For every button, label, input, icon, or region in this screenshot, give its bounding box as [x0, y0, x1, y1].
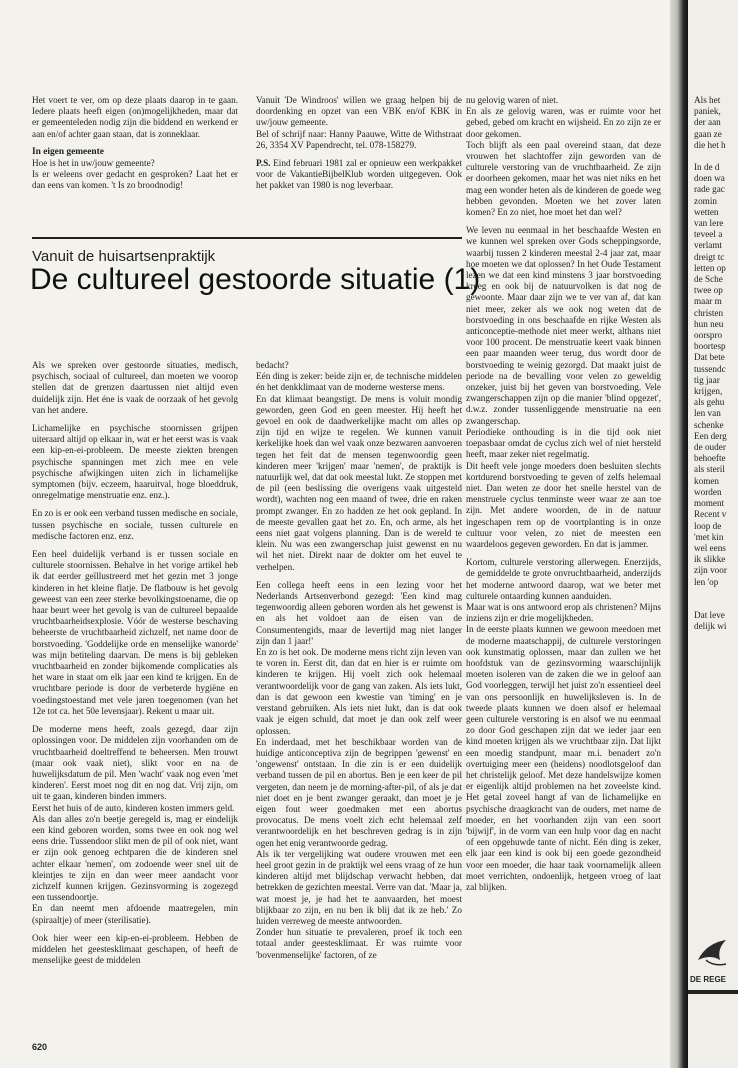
- facing-line: boortesp: [694, 341, 726, 352]
- contact-paragraph: Bel of schrijf naar: Hanny Paauwe, Witte de Withstraat 26, 3354 XV Papendrecht, tel. 078-158279.: [256, 128, 462, 150]
- facing-line: schenke: [694, 419, 724, 430]
- facing-line: zijn voor: [694, 565, 727, 576]
- article-paragraph: Periodieke onthouding is in die tijd ook niet toepasbaar omdat de cyclus zich wel of niet hersteld heeft, maar zeker niet regelmatig.: [466, 426, 661, 460]
- facing-line: tig jaar: [694, 374, 720, 385]
- facing-line: letten op: [694, 262, 726, 273]
- facing-line: twee op: [694, 285, 723, 296]
- facing-line: loop de: [694, 520, 722, 531]
- facing-page-block-bottom: [694, 610, 738, 632]
- facing-line: gaan ze: [694, 128, 722, 139]
- page-gutter: [670, 0, 688, 1068]
- facing-line: doen wa: [694, 173, 725, 184]
- page-number: 620: [32, 1042, 48, 1052]
- facing-line: Een derg: [694, 430, 727, 441]
- facing-line: ik slikke: [694, 554, 726, 565]
- article-column-1: [32, 360, 238, 973]
- intro-paragraph: Het voert te ver, om op deze plaats daarop in te gaan. Iedere plaats heeft eigen (on)mogelijkheden, maar dat er gemeenteleden nodig zijn die biddend en werkend er aan en/of achter gaan staan, dat is zonneklaar.: [32, 95, 238, 139]
- facing-line: Dat leve: [694, 610, 725, 620]
- article-paragraph: bedacht?: [256, 360, 289, 370]
- facing-line: teveel a: [694, 229, 723, 240]
- facing-line: 'met kin: [694, 531, 724, 542]
- article-paragraph: Als dan alles zo'n beetje geregeld is, mag er eindelijk een kind geboren worden, soms twee en ook nog wel eens drie. Tussendoor slikt men de pil of ook niet, want er zijn ook genoeg echtparen die de kinderen snel achter elkaar 'nemen', om zodoende weer snel uit de kleintjes te zijn en dan weer meer aandacht voor zichzelf kunnen krijgen. Gezinsvorming is zogezegd een tussendoortje.: [32, 813, 238, 903]
- intro-paragraph: Vanuit 'De Windroos' willen we graag helpen bij de doordenking en opzet van een VBK en/of KBK in uw/jouw gemeente.: [256, 95, 462, 128]
- article-paragraph: We leven nu eenmaal in het beschaafde Westen en we kunnen wel spreken over Gods scheppingsorde, waarbij tussen 2 kinderen meestal 2-4 jaar zat, maar hoe moeten we dat oplossen? In het Oude Testament lezen we dat een kind minstens 3 jaar borstvoeding kreeg en ook bij de natuurvolken is dat nog de gewoonte. Maar daar zijn we te ver van af, dat kan niet meer, zeker als we ook nog weten dat de borstvoeding in ons beschaafde en rijke Westen als anticonceptie-methode niet meer werkt, althans niet voor 100 procent. De menstruatie keert vaak binnen een paar maanden weer terug, dus wordt door de borstvoeding te weinig gezorgd. Dat maakt juist de periode na de bevalling voor velen zo geweldig onzeker, juist bij het geven van borstvoeding. Vele zwangerschappen zijn op die manier 'blind opgezet', d.w.z. zonder tussenliggende menstruatie na een zwangerschap.: [466, 225, 661, 426]
- facing-line: de ouder: [694, 442, 726, 453]
- article-kicker: Vanuit de huisartsenpraktijk: [32, 248, 216, 265]
- facing-line: tussendc: [694, 363, 726, 374]
- facing-line: behoefte: [694, 453, 726, 464]
- facing-line: komen: [694, 475, 720, 486]
- facing-line: de Sche: [694, 274, 723, 285]
- facing-line: verlamt: [694, 240, 723, 251]
- facing-line: dreigt tc: [694, 251, 725, 262]
- article-paragraph: Eén ding is zeker: beide zijn er, de technische middelen én het denkklimaat van de moderne westerse mens.: [256, 371, 462, 393]
- article-paragraph: Eerst het huis of de auto, kinderen kosten immers geld.: [32, 802, 235, 813]
- facing-line: Dat bete: [694, 352, 725, 363]
- facing-line: wetten: [694, 206, 719, 217]
- article-paragraph: En dan neemt men afdoende maatregelen, min (spiraaltje) of meer (sterilisatie).: [32, 903, 238, 925]
- facing-line: wel eens: [694, 542, 726, 553]
- facing-line: als steril: [694, 464, 725, 475]
- article-column-3: [466, 95, 661, 900]
- intro-paragraph: Hoe is het in uw/jouw gemeente?: [32, 158, 155, 169]
- facing-line: delijk wi: [694, 621, 727, 632]
- article-paragraph: Dit heeft vele jonge moeders doen besluiten slechts kortdurend borstvoeding te geven of zelfs helemaal niet. Dan weten ze door het snelle herstel van de menstruele cyclus tenminste weer waar ze aan toe zijn. Met andere woorden, de in de natuur ingeschapen rem op de voortplanting is in onze cultuur voor velen, zo niet de meesten een waardeloos gegeven geworden. En dat is jammer.: [466, 460, 661, 549]
- facing-page-fragment: [688, 0, 738, 1068]
- article-paragraph: Als ik ter vergelijking wat oudere vrouwen met een heel groot gezin in de praktijk wel eens vraag of ze hun kinderen altijd met blijdschap verwacht hebben, dat betrekken de gezichten meestal. Verre van dat. 'Maar ja, wat moest je, je had het te aanvaarden, het moest blijkbaar zo zijn, en nu ben ik blij dat ik ze heb.' Zo luiden verreweg de meeste antwoorden.: [256, 848, 462, 926]
- facing-logo-text: DE REGE: [690, 975, 727, 984]
- article-paragraph: En als ze gelovig waren, was er ruimte voor het gebed, gebed om kracht en wijsheid. En zo zijn ze er door gekomen.: [466, 106, 661, 139]
- article-paragraph: Een collega heeft eens in een lezing voor het Nederlands Artsenverbond gezegd: 'Een kind mag tegenwoordig alleen geboren worden als het gewenst is en als het voldoet aan de eisen van de Consumentengids, maar de levertijd mag niet langer zijn dan 1 jaar!': [256, 579, 462, 646]
- facing-line: krijgen,: [694, 386, 723, 397]
- facing-line: der aan: [694, 117, 721, 128]
- intro-column-middle: [256, 95, 462, 199]
- article-paragraph: En zo is er ook een verband tussen medische en sociale, tussen psychische en sociale, tussen culturele en medische factoren enz. enz.: [32, 508, 238, 541]
- facing-line: Als het: [694, 95, 721, 105]
- article-paragraph: Als we spreken over gestoorde situaties, medisch, psychisch, sociaal of cultureel, dan moeten we voorop stellen dat de grenzen daartussen niet altijd even duidelijk zijn. Het éne is vaak de oorzaak of het gevolg van het andere.: [32, 360, 238, 415]
- article-paragraph: Ook hier weer een kip-en-ei-probleem. Hebben de middelen het geestesklimaat geschapen, of heeft de menselijke geest de middelen: [32, 932, 238, 966]
- intro-column-left: [32, 95, 238, 199]
- article-paragraph: En dat klimaat beangstigt. De mens is voluit mondig geworden, geen God en geen meester. Hij heeft het gevoel en ook de daadwerkelijke macht om alles op zijn tijd en wijze te regelen. We kunnen vanuit kerkelijke hoek dan wel vaak onze bezwaren aanvoeren tegen het feit dat de mensen tegenwoordig geen kinderen meer 'krijgen' maar 'nemen', de praktijk is natuurlijk wel, dat dat ook meestal lukt. Ze stoppen met de pil (een beslissing die overigens vaak uitgesteld wordt), wachten nog een maand of twee, drie en raken prompt zwanger. En zo hadden ze het ook gepland. In de meeste gevallen gaat het zo. En, och arme, als het eens niet gaat volgens planning. Dan is de wereld te klein. Nu was een zwangerschap juist gewenst en nu wil het niet. Direkt naar de dokter om het euvel te verhelpen.: [256, 393, 462, 572]
- facing-line: In de d: [694, 162, 720, 172]
- intro-paragraph: Is er weleens over gedacht en gesproken? Laat het er dan eens van komen. 't Is zo broodnodig!: [32, 169, 238, 191]
- facing-line: rade gac: [694, 184, 725, 195]
- facing-line: van lere: [694, 218, 724, 229]
- article-paragraph: Lichamelijke en psychische stoornissen grijpen uiteraard altijd op elkaar in, wat er het eerst was is vaak een kip-en-ei-probleem. De meeste ziekten brengen psychische spanningen met zich mee en vele psychische afwijkingen uiten zich in lichamelijke symptomen (bijv. eczeem, haaruitval, hoge bloeddruk, onregelmatige menstruatie enz. enz.).: [32, 423, 238, 501]
- article-column-2: [256, 360, 462, 968]
- section-subheading: In eigen gemeente: [32, 146, 104, 157]
- facing-line: len 'op: [694, 576, 719, 587]
- article-paragraph: De moderne mens heeft, zoals gezegd, daar zijn oplossingen voor. De middelen zijn voorhanden om de vruchtbaarheid doeltreffend te beheersen. Men trouwt (maar ook vaak niet), slikt voor en na de huwelijksdatum de pil. Men 'wacht' vaak nog even 'met kinderen'. Eerst moet nog dit en nog dat. Vrij zijn, om uit te gaan, kinderen binden immers.: [32, 724, 238, 802]
- article-paragraph: Een heel duidelijk verband is er tussen sociale en culturele stoornissen. Behalve in het vorige artikel heb ik dat eerder geïllustreerd met het gezin met 3 jonge kinderen in het kleine flatje. De flatbouw is het gevolg geweest van een zeer sterke bevolkingstoename, die op haar beurt weer het gevolg is van de cultureel bepaalde vruchtbaarheidsexplosie. Vóór de westerse beschaving beheerste de vruchtbaarheid zichzelf, net name door de borstvoeding. 'Goddelijke orde en menselijke wanorde' was mijn betiteling daarvan. De mens is bij gebleken vruchtbaarheid en zonder bijkomende complicaties als het ware in staat om elk jaar een kind te krijgen. En de vruchtbare periode is door de verbeterde hygiëne en voedingstoestand met vele jaren toegenomen (van het 12e tot ca. het 50e levensjaar). Rekent u maar uit.: [32, 549, 238, 716]
- article-paragraph: En zo is het ook. De moderne mens richt zijn leven van te voren in. Eerst dit, dan dat en hier is er ruimte om kinderen te krijgen. Hij voelt zich ook helemaal verantwoordelijk voor de gang van zaken. Als iets lukt, dan is dat gewoon een kwestie van 'timing' en je verstand gebruiken. Als iets niet lukt, dan is dat ook vaak je eigen schuld, dat moet je dan ook zelf weer oplossen.: [256, 647, 462, 736]
- facing-line: christen: [694, 307, 724, 318]
- facing-line: maar m: [694, 296, 722, 307]
- article-paragraph: Toch blijft als een paal overeind staan, dat deze vrouwen het slachtoffer zijn geworden van de culturele verstoring van de vruchtbaarheid. Ze zijn er doorheen gekomen, maar het was niet niks en het mag een wonder heten als de kinderen de goede weg hebben gevonden. Moeten we het zover laten komen? En zo niet, hoe moet het dan wel?: [466, 139, 661, 218]
- postscript-label: P.S.: [256, 158, 271, 169]
- facing-line: worden: [694, 486, 722, 497]
- article-paragraph: nu gelovig waren of niet.: [466, 95, 559, 105]
- facing-page-block-top: [694, 95, 738, 151]
- facing-page-block-middle: [694, 162, 738, 588]
- article-paragraph: In de eerste plaats kunnen we gewoon meedoen met de moderne maatschappij, de culturele verstoringen ook kunstmatig oplossen, maar dan zullen we het hoofdstuk van de gezinsvorming waarschijnlijk moeten isoleren van de zaken die we in geloof aan God voorleggen, terwijl het juist zo'n essentieel deel van ons persoonlijk en huwelijksleven is. In de tweede plaats kunnen we doen alsof er helemaal geen culturele verstoring is en alsof we nu eenmaal zo door God geschapen zijn dat we ieder jaar een kind moeten krijgen als we vruchtbaar zijn. Dat lijkt een moedig standpunt, maar m.i. benadert zo'n overtuiging meer een (heidens) noodlotsgeloof dan het christelijk geloof. Met deze handelswijze komen er eigenlijk altijd problemen na het zoveelste kind. Het getal zoveel hangt af van de lichamelijke en psychische draagkracht van de ouders, met name de moeder, en het voorhanden zijn van een soort 'bijwijf', in de vorm van een hulp voor dag en nacht of een opgehuwde tante of nicht. Eén ding is zeker, elk jaar een kind is ook bij een goede gezondheid voor een moeder, die haar taak voornamelijk alleen moet verrichten, ondoenlijk, hetgeen vroeg of laat zal blijken.: [466, 624, 661, 893]
- postscript-text: Eind februari 1981 zal er opnieuw een werkpakket voor de VakantieBijbelKlub worden uitgegeven. Ook het pakket van 1980 is nog leverbaar.: [256, 158, 462, 191]
- facing-line: moment: [694, 498, 725, 509]
- section-divider: [32, 237, 462, 239]
- facing-line: Recent v: [694, 509, 727, 520]
- facing-bar: [688, 990, 738, 994]
- facing-line: als gehu: [694, 397, 725, 408]
- postscript: [256, 158, 462, 192]
- dove-logo-icon: [692, 930, 736, 974]
- article-paragraph: Kortom, culturele verstoring allerwegen. Enerzijds, de gemiddelde te grote onvruchtbaarheid, anderzijds het moderne antwoord daarop, wat we beter met culturele ontaarding kunnen aanduiden.: [466, 557, 661, 601]
- facing-line: hun neu: [694, 318, 724, 329]
- facing-line: paniek,: [694, 106, 721, 117]
- facing-line: oorspro: [694, 330, 723, 341]
- facing-line: len van: [694, 408, 721, 419]
- article-paragraph: En inderdaad, met het beschikbaar worden van de huidige anticonceptiva zijn de begrippen 'gewenst' en 'ongewenst' ontstaan. In die zin is er een duidelijk verband tussen de pil en abortus. Ben je een keer de pil vergeten, dan neem je de morning-after-pil, of als je dat niet doet en je bent zwanger geraakt, dan moet je je eigen fout weer goedmaken met een abortus provocatus. De mens voelt zich echt helemaal zelf verantwoordelijk en het beschreven gedrag is in zijn ogen het enig verantwoorde gedrag.: [256, 736, 462, 848]
- facing-line: die het h: [694, 139, 726, 150]
- facing-line: zomin: [694, 195, 717, 206]
- article-paragraph: Zonder hun situatie te prevaleren, proef ik toch een totaal ander geestesklimaat. Er was ruimte voor 'bovenmenselijke' factoren, of ze: [256, 927, 462, 960]
- article-paragraph: Maar wat is ons antwoord erop als christenen? Mijns inziens zijn er drie mogelijkheden.: [466, 601, 661, 624]
- article-title: De cultureel gestoorde situatie (1): [30, 263, 481, 296]
